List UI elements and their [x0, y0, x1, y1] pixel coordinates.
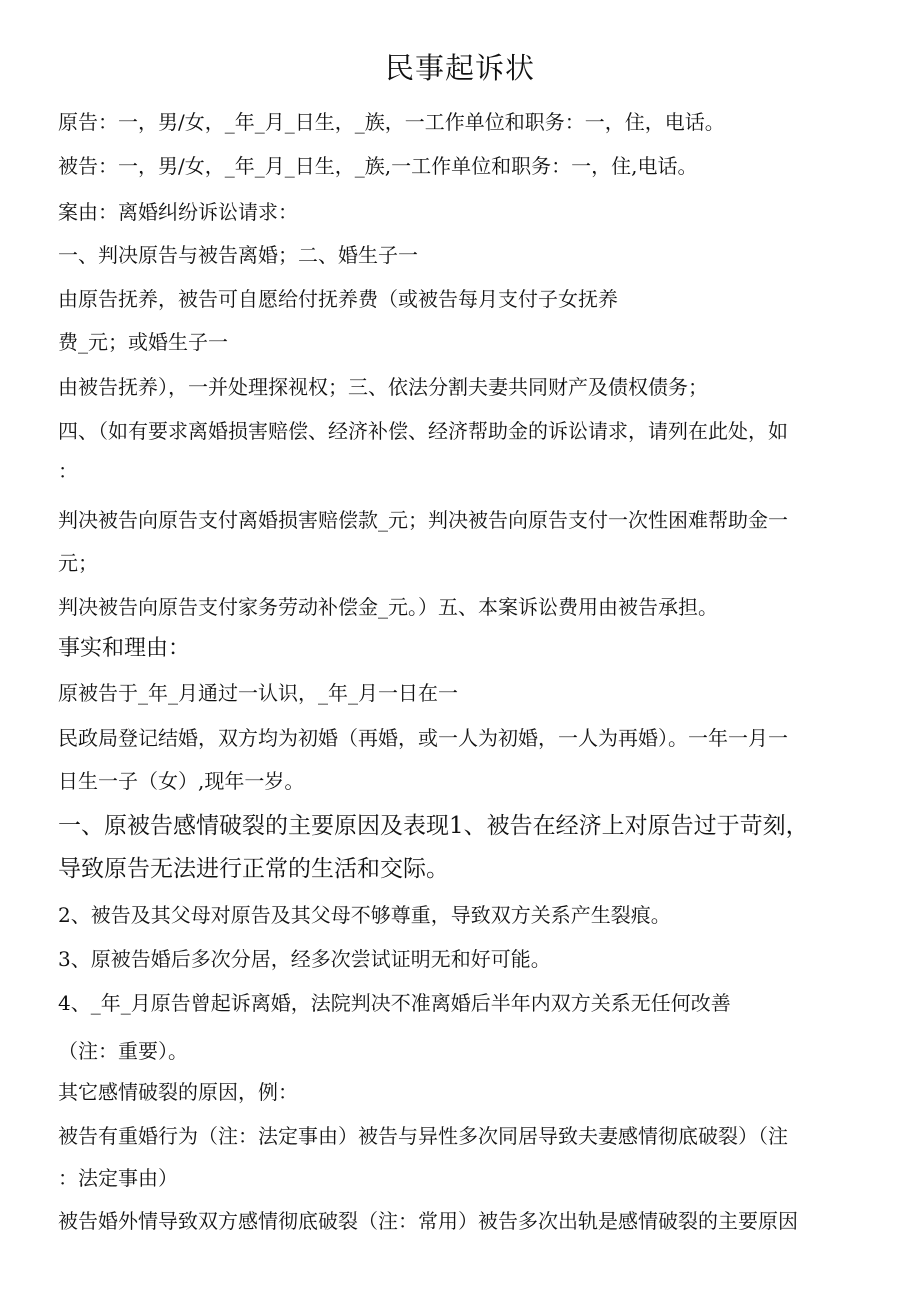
claim-line-4: 由被告抚养），一并处理探视权；三、依法分割夫妻共同财产及债权债务；	[58, 375, 708, 399]
defendant-line: 被告：一，男/女，_年_月_日生，_族,一工作单位和职务：一，住,电话。	[58, 154, 698, 178]
other-reasons-line: 其它感情破裂的原因，例：	[58, 1080, 298, 1104]
other-reason-2: 被告婚外情导致双方感情彻底破裂（注：常用）被告多次出轨是感情破裂的主要原因	[58, 1209, 798, 1233]
claim-line-3: 费_元；或婚生子一	[58, 330, 228, 354]
reason-item-4: 4、_年_月原告曾起诉离婚，法院判决不准离婚后半年内双方关系无任何改善	[58, 991, 731, 1015]
other-reason-1: 被告有重婚行为（注：法定事由）被告与异性多次同居导致夫妻感情彻底破裂）（注	[58, 1124, 788, 1148]
other-reason-1-note: ：法定事由）	[58, 1166, 178, 1190]
claim-line-2: 由原告抚养，被告可自愿给付抚养费（或被告每月支付子女抚养	[58, 287, 618, 311]
reason-item-4-note: （注：重要）。	[58, 1039, 188, 1063]
claim-line-8: 元；	[58, 551, 98, 575]
facts-line-1: 原被告于_年_月通过一认识，_年_月一日在一	[58, 681, 458, 705]
reason-line-2: 导致原告无法进行正常的生活和交际。	[58, 856, 449, 882]
claim-line-1: 一、判决原告与被告离婚；二、婚生子一	[58, 243, 418, 267]
plaintiff-line: 原告：一，男/女，_年_月_日生，_族，一工作单位和职务：一，住，电话。	[58, 110, 725, 134]
case-cause-line: 案由：离婚纠纷诉讼请求：	[58, 200, 298, 224]
claim-line-5: 四、（如有要求离婚损害赔偿、经济补偿、经济帮助金的诉讼请求，请列在此处，如	[58, 419, 788, 443]
document-title: 民事起诉状	[384, 51, 535, 85]
facts-line-2: 民政局登记结婚，双方均为初婚（再婚，或一人为初婚，一人为再婚）。一年一月一	[58, 726, 788, 750]
claim-line-6: ：	[58, 459, 78, 483]
reason-line-1: 一、原被告感情破裂的主要原因及表现1、被告在经济上对原告过于苛刻，	[58, 813, 809, 839]
reason-item-2: 2、被告及其父母对原告及其父母不够尊重，导致双方关系产生裂痕。	[58, 903, 671, 927]
facts-line-3: 日生一子（女）,现年一岁。	[58, 769, 305, 793]
facts-heading: 事实和理由：	[58, 636, 191, 661]
reason-item-3: 3、原被告婚后多次分居，经多次尝试证明无和好可能。	[58, 947, 551, 971]
claim-line-9: 判决被告向原告支付家务劳动补偿金_元。）五、本案诉讼费用由被告承担。	[58, 595, 718, 619]
claim-line-7: 判决被告向原告支付离婚损害赔偿款_元；判决被告向原告支付一次性困难帮助金一	[58, 508, 788, 532]
